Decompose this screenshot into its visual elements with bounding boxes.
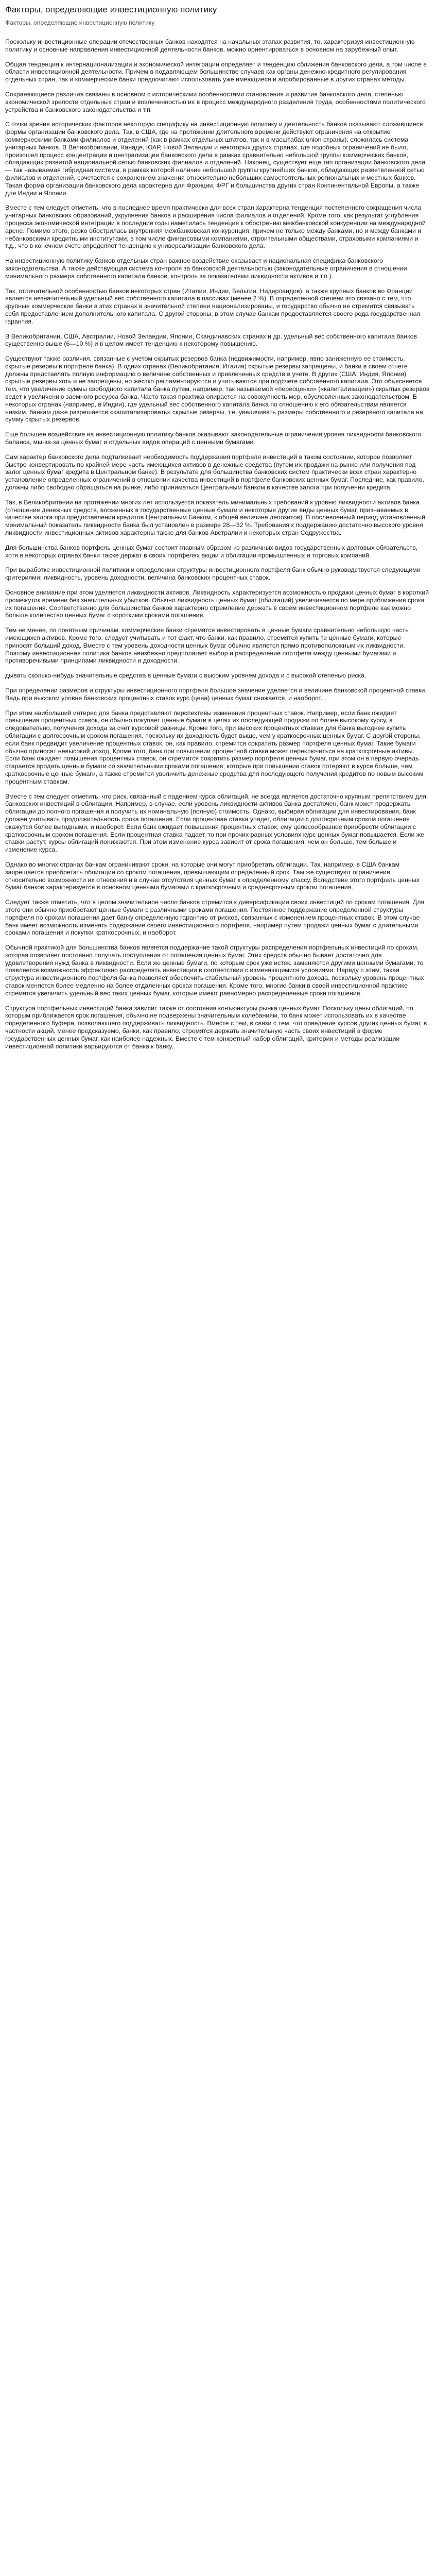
article-subtitle: Факторы, определяющие инвестиционную политику <box>5 19 155 26</box>
paragraph: Обычной практикой для большинства банков является поддержание такой структуры распределения портфельных инвестиций по срокам, которая позволяет постоянно получать поступления от погашения ценных бумаг. Этих средств обычно бывает достаточно для удовлетворения нужд банка в ликвидности. Если же ценные бумаги, по которым срок уже истек, заменяются другими ценными бумагами, то появляется возможность эффективно распределять инвестиции в соответствии с изменяющимися условиями. Наряду с этим, такая структура инвестиционного портфеля банка позволяет обеспечить стабильный уровень процентного дохода, поскольку уровень процентных ставок меняется более медленно на более отдаленных сроках погашения. Кроме того, многие банки в своей инвестиционной практике стремятся увеличить удельный вес таких ценных бумаг, которые имеют равномерно распределенные сроки погашения. <box>5 944 424 997</box>
article-page <box>0 0 436 1067</box>
paragraph: При этом наибольший интерес для банка представляют перспективы изменения процентных ставок. Например, если банк ожидает повышения процентных ставок, он обычно покупает ценные бумаги в целях их последующей продажи по более высокому курсу, а следовательно, получения дохода за счет курсовой разницы. Кроме того, при высоких процентных ставках для банка выгоднее купить облигации с долгосрочным сроком погашения, поскольку их доходность будет выше, чем у краткосрочных ценных бумаг. С другой стороны, если банк предвидит увеличение процентных ставок, он, как правило, стремится сократить размер портфеля ценных бумаг. Такие бумаги обычно приносят невысокий доход. Кроме того, банк при повышении процентной ставки может переключиться на краткосрочные активы. Если банк ожидает повышения процентных ставок, он стремится сократить размер портфеля ценных бумаг, при этом он в первую очередь старается продать ценные бумаги со значительными сроками погашения, которые при повышении ставок потеряют в курсе больше, чем краткосрочные ценные бумаги, а также стремится увеличить денежные средства для последующего получения кредитов по новым высоким процентным ставкам. <box>5 709 424 785</box>
paragraph: Поскольку инвестиционные операции отечественных банков находятся на начальных этапах развития, то, характеризуя инвестиционную политику и основные направления инвестиционной деятельности банков, можно ориентироваться в основном на зарубежный опыт. <box>5 38 415 53</box>
paragraph: Еще большее воздействие на инвестиционную политику банков оказывают законодательные ограничения уровня ликвидности банковского баланса, мы-за-за ценных бумаг и отдельных видов операций с ценными бумагами. <box>5 431 422 446</box>
paragraph: При выработке инвестиционной политики и определении структуры инвестиционного портфеля банк обычно руководствуется следующими критериями: ликвидность, уровень доходности, величина банковских процентных ставок. <box>5 566 421 582</box>
paragraph: Следует также отметить, что в целом значительное число банков стремится к диверсификации своих инвестиций по срокам погашения. Для этого они обычно приобретают ценные бумаги с различными сроками погашения. Постоянное поддержание определенной структуры портфеля по срокам погашения дает банку определенную гарантию от рисков, связанных с изменением процентных ставок. В этом случае банк имеет возможность изменять содержание своего инвестиционного портфеля, например путем продажи ценных бумаг с длительными сроками погашения и покупки краткосрочных, и наоборот. <box>5 899 425 937</box>
paragraph: Существуют также различия, связанные с учетом скрытых резервов банка (недвижимости, например, явно заниженную ее стоимость, скрытые резервы в портфеле банка). В одних странах (Великобритания, Италия) скрытые резервы запрещены, и банки в своем отчете должны представлять полную информацию о величине собственных и привлеченных средств в учете. В других (США, Индия, Япония) скрытые резервы хоть и не запрещены, но жестко регламентируются и учитываются при подсчете собственного капитала. Это объясняется тем, что увеличение суммы свободного капитала банка путем, например, так называемой «переоценки» («капитализации») скрытых резервов ведет к увеличению заемного ресурса банка. Часто такая практика опирается на совокупность мер, обусловленных законодательством. В некоторых странах (например, в Индии), где удельный вес собственного капитала банка по отношению к его обязательствам является низким, банкам даже разрешается «капитализировать» скрытые резервы, т.е. увеличивать размеры собственного и резервного капитала на сумму скрытых резервов. <box>5 355 430 423</box>
paragraph: С точки зрения исторических факторов некоторую специфику на инвестиционную политику и деятельность банков оказывают сложившиеся формы организации банковского дела. Так, в США, где на протяжении длительного времени действуют ограничения на открытие коммерческими банками филиалов и отделений (как в рамках отдельных штатов, так и в масштабах union страны), сложилась система унитарных банков. В Великобритании, Канаде, ЮАР, Новой Зеландии и некоторых других странах, где подобных ограничений не было, произошел процесс концентрации и централизации банковского дела в рамках сравнительно небольшой группы коммерческих банков, обладающих развитой национальной сетью банковских филиалов и отделений. Наконец, существует еще тип организации банковского дела — так называемая гибридная система, в рамках которой наличие небольшой группы крупнейших банков, обладающих разветвленной сетью филиалов и отделений, сочетается с сохранением значения относительно небольших самостоятельных региональных и местных банков. Такая форма организации банковского дела характерна для Франции, ФРГ и большинства других стран Континентальной Европы, а также для Индии и Японии. <box>5 121 426 197</box>
paragraph: Основное внимание при этом уделяется ликвидности активов. Ликвидность характеризуется возможностью продажи ценных бумаг в короткий промежуток времени без значительных убытков. Обычно ликвидность ценных бумаг (облигаций) увеличивается по мере приближения срока их погашения. Соответственно для большинства банков характерно стремление держать в своем инвестиционном портфеле как можно больше количество ценных бумаг с короткими сроками погашения. <box>5 589 429 619</box>
paragraph: Сохраняющиеся различия связаны в основном с историческими особенностями становления и развития банковского дела, степенью экономической зрелости отдельных стран и вовлеченностью их в процесс международного разделения труда, особенностями политического устройства и банковского законодательства и т.п. <box>5 90 426 113</box>
paragraph: дывать сколько-нибудь значительные средства в ценные бумаги с высоким уровнем дохода и с высокой степенью риска. <box>5 672 367 680</box>
paragraph: Так, отличительной особенностью банков некоторых стран (Италии, Индии, Бельгии, Нидерландов), а также крупных банков во Франции является незначительный удельный вес собственного капитала в пассивах (менее 2 %). В определенной степени это связано с тем, что крупные коммерческие банки в этих странах в значительной степени национализированы, и государство обычно не стремится связывать себя предоставлением дополнительного капитала. С другой стороны, в этом случае банкам предоставляется своего рода государственная гарантия. <box>5 287 421 325</box>
article-body <box>5 38 430 1050</box>
paragraph: На инвестиционную политику банков отдельных стран важное воздействие оказывает и национальная специфика банковского законодательства. А также действующая система контроля за банковской деятельностью (законодательные ограничения в отношении минимального размера собственного капитала банков, контроль за показателями ликвидности активов и т.п.). <box>5 257 407 280</box>
paragraph: Вместе с тем следует отметить, что риск, связанный с падением курса облигаций, не всегда является достаточно крупным препятствием для банковских инвестиций в облигации. Например, в случае, если уровень ликвидности активов банка достаточен, банк может продержать облигации до полного погашения и получить их номинальную (полную) стоимость. Однако, выбирая облигации для инвестирования, банк должен учитывать продолжительность срока погашения. Если процентная ставка упадет, облигации с долгосрочным сроком погашения окажутся более выгодными, и наоборот. Если банк ожидает повышения процентных ставок, ему целесообразнее приобрести облигации с краткосрочным сроком погашения. Если процентная ставка падает, то при прочих равных условиях курс ценных бумаг повышается. Если же ставки растут, курсы облигаций понижаются. При этом изменение курса зависит от срока погашения: чем он больше, тем больше и изменение курса. <box>5 792 426 854</box>
paragraph: При определении размеров и структуры инвестиционного портфеля большое значение уделяется и величине банковской процентной ставки. Ведь при высоком уровне банковских процентных ставок курс (цена) ценных бумаг снижается, и наоборот. <box>5 686 427 702</box>
paragraph: Вместе с тем следует отметить, что в последнее время практически для всех стран характерна тенденция постепенного сокращения числа унитарных банковских образований, укрупнения банков и расширения числа филиалов и отделений. Кроме того, как результат углубления процесса экономической интеграции в последние годы наметилась тенденция к обострению межбанковской конкуренции на международной арене. Помимо этого, резко обострилась внутренняя межбанковская конкуренция, причем не только между банками, но и между банками и небанковскими кредитными институтами, в том числе финансовыми компаниями, строительными обществами, страховыми компаниями и т.д., что в конечном счете определяет тенденцию к универсализации банковского дела. <box>5 204 426 250</box>
paragraph: Общая тенденция к интернационализации и экономической интеграции определяет и тенденцию сближения банковского дела, а том числе в области инвестиционной деятельности. Причем в подавляющем большинстве случаев как органы денежно-кредитного регулирования отдельных стран, так и коммерческие банки предпочитают использовать уже имеющиеся и апробированные в других странах методы. <box>5 60 427 83</box>
paragraph: Структура портфельных инвестиций банка зависит также от состояния конъюнктуры рынка ценных бумаг. Поскольку цены облигаций, по которым приближается срок погашения, обычно не подвержены значительным колебаниям, то банк может использовать их в качестве определенного буфера, позволяющего поддерживать ликвидность. Вместе с тем, в связи с тем, что поведение курсов других ценных бумаг, в частности акций, менее предсказуемо, банки, как правило, стремятся держать значительную часть своих инвестиций в форме государственных ценных бумаг, как наиболее надежных. Вместе с тем конкретный набор облигаций, критерии и методы реализации инвестиционной политики варьируются от банка к банку. <box>5 1004 427 1050</box>
paragraph: Тем не менее, по понятным причинам, коммерческие банки стремятся инвестировать в ценные бумаги сравнительно небольшую часть имеющихся активов. Кроме того, следует учитывать и тот факт, что банки, как правило, стремятся купить те ценные бумаги, которые приносят больший доход. Вместе с тем уровень доходности ценных бумаг обычно является прямо противоположным их ликвидности. Поэтому инвестиционная политика банков неизбежно предполагает выбор и распределение портфеля между ценными бумагами и противоречивыми принципами ликвидности и доходности. <box>5 626 409 665</box>
paragraph: Так, в Великобритании на протяжении многих лет используется показатель минимальных требований к уровню ликвидности активов банка (отношение денежных средств, вложенных в государственные ценные бумаги и некоторые другие виды ценных бумаг, признаваемых в качестве залога при предоставлении кредитов Центральным Банком, к общей величине депозитов). В послевоенный период установленный минимальный показатель ликвидности банка был установлен в размере 28—32 %. Требования к поддержанию достаточно высокого уровня ликвидности инвестиционных активов характерны также для банков Австралии и некоторых стран Содружества. <box>5 498 426 537</box>
paragraph: Сам характер банковского дела подталкивает необходимость поддержания портфеля инвестиций в таком состоянии, которое позволяет быстро конвертировать по крайней мере часть имеющихся активов в денежные средства (путем их продажи на рынке или получения под залог ценных бумаг кредита в Центральном банке). В результате для большинства банковских систем практически всех стран характерно установление определенных ограничений в отношении качества инвестиций в портфеле банковских ценных бумаг. Последние, как правило, должны либо свободно обращаться на рынке, либо приниматься Центральным банком в качестве залога при получении кредита. <box>5 453 424 492</box>
paragraph: Однако во многих странах банкам ограничивают сроки, на которые они могут приобретать облигации. Так, например, в США банкам запрещается приобретать облигации со сроком погашения, превышающим определенный срок. Там же существуют ограничения относительно возможности их отнесения и в случае отсутствия ценных бумаг к определенному классу. Вследствие этого портфель ценных бумаг банков характеризуется в основном ценными бумагами с краткосрочным и среднесрочным сроком погашения. <box>5 860 420 891</box>
paragraph: Для большинства банков портфель ценных бумаг состоит главным образом из различных видов государственных долговых обязательств, хотя в некоторых странах банки также держат в своих портфелях акции и облигации промышленных и торговых компаний. <box>5 544 418 559</box>
paragraph: В Великобритании, США, Австралии, Новой Зеландии, Японии, Скандинавских странах и др. удельный вес собственного капитала банков существенно выше (6—10 %) и в целом имеет тенденцию к некоторому повышению. <box>5 332 417 348</box>
article-title: Факторы, определяющие инвестиционную политику <box>5 5 217 14</box>
